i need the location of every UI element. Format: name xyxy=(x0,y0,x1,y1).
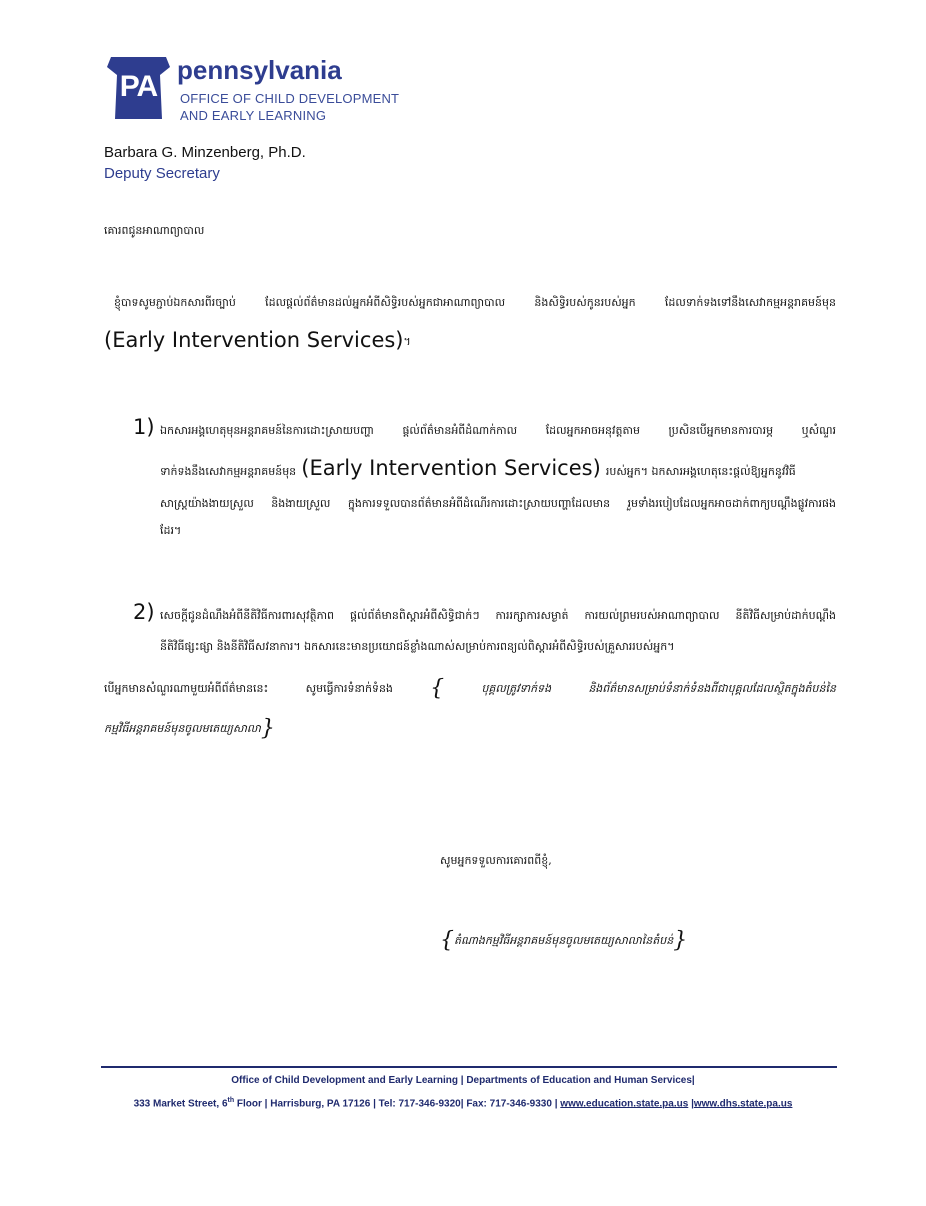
list-item-1-line4: ដែរ។ xyxy=(160,524,182,537)
footer-education-link[interactable]: www.education.state.pa.us xyxy=(560,1098,689,1110)
list-item-1-line2-post: របស់អ្នក។ ឯកសារអង្គហេតុនេះផ្តល់ឱ្យអ្នកនូវវិធី xyxy=(605,465,796,478)
logo-wordmark: pennsylvania xyxy=(177,55,342,85)
footer-dhs-link[interactable]: www.dhs.state.pa.us xyxy=(693,1098,793,1110)
footer-address-post: Floor | Harrisburg, PA 17126 | Tel: 717-346-9320| Fax: 717-346-9330 | xyxy=(234,1098,561,1110)
footer-contact-line xyxy=(0,1097,926,1109)
signature-representative-text: តំណាងកម្មវិធីអន្តរាគមន៍មុនចូលមតេយ្យសាលានៃតំបន់ xyxy=(454,933,674,947)
contact-placeholder-close-brace: } xyxy=(260,716,275,741)
list-item-2-line1: សេចក្តីជូនដំណឹងអំពីនីតិវិធីការពារសុវត្ថិភាព ផ្តល់ព័ត៌មានពិស្តារអំពីសិទ្ធិជាក់ៗ ការរក្សាការសម្ងាត់ ការយល់ព្រមរបស់អាណាព្យាបាល នីតិវិធីសម្រាប់ដាក់បណ្តឹង xyxy=(160,609,836,622)
contact-placeholder-person: បុគ្គលត្រូវទាក់ទង xyxy=(481,681,552,695)
intro-end-mark: ។ xyxy=(403,335,411,348)
list-item-number-2: 2) xyxy=(133,600,155,624)
footer-divider xyxy=(101,1066,837,1068)
logo-office-line2: AND EARLY LEARNING xyxy=(180,108,327,123)
footer-address-sup: th xyxy=(227,1097,235,1104)
contact-paragraph-line2 xyxy=(104,716,275,741)
list-item-2-line2: នីតិវិធីផ្សះផ្សា និងនីតិវិធីសវនាការ។ ឯកសារនេះមានប្រយោជន៍ខ្លាំងណាស់សម្រាប់ការពន្យល់ពិស្តារអំពីសិទ្ធិរបស់គ្រួសាររបស់អ្នក។ xyxy=(160,640,675,653)
list-item-number-1: 1) xyxy=(133,415,155,439)
list-item-1-line2 xyxy=(160,456,836,480)
contact-placeholder-info: និងព័ត៌មានសម្រាប់ទំនាក់ទំនងពីជាបុគ្គលដែលស្ថិតក្នុងតំបន់នៃ xyxy=(588,681,836,695)
salutation: គោរពជូនអាណាព្យាបាល xyxy=(104,224,205,237)
footer-separator: | xyxy=(688,1098,694,1110)
pa-ocdel-logo xyxy=(107,57,407,127)
footer-address-pre: 333 Market Street, 6 xyxy=(133,1098,228,1110)
contact-placeholder-open-brace: { xyxy=(430,676,445,701)
contact-paragraph-line1 xyxy=(104,676,836,701)
contact-placeholder-program: កម្មវិធីអន្តរាគមន៍មុនចូលមតេយ្យសាលា xyxy=(104,721,261,735)
signature-open-brace: { xyxy=(440,928,454,953)
signatory-title: Deputy Secretary xyxy=(104,165,220,182)
contact-request-text: សូមធ្វើការទំនាក់ទំនង xyxy=(305,681,393,695)
list-item-1-line1: ឯកសារអង្គហេតុមុនអន្តរាគមន៍នៃការដោះស្រាយបញ្ហា ផ្តល់ព័ត៌មានអំពីដំណាក់កាល ដែលអ្នកអាចអនុវត្តតាម ប្រសិនបើអ្នកមានការបារម្ភ ឬសំណួរ xyxy=(160,424,836,437)
signatory-name: Barbara G. Minzenberg, Ph.D. xyxy=(104,144,306,161)
closing-phrase: សូមអ្នកទទួលការគោរពពីខ្ញុំ, xyxy=(440,854,552,867)
list-item-1-english-term: (Early Intervention Services) xyxy=(301,456,601,480)
footer-departments: Office of Child Development and Early Learning | Departments of Education and Human Services| xyxy=(231,1075,695,1086)
signature-placeholder xyxy=(440,928,687,953)
intro-paragraph-line2 xyxy=(104,328,411,352)
logo-mark: PA xyxy=(119,70,158,103)
signature-close-brace: } xyxy=(673,928,688,953)
contact-question-text: បើអ្នកមានសំណួរណាមួយអំពីព័ត៌មាននេះ xyxy=(104,681,269,695)
intro-english-term: (Early Intervention Services) xyxy=(104,328,404,352)
intro-paragraph-line1: ខ្ញុំបាទសូមភ្ជាប់ឯកសារពីរច្បាប់ ដែលផ្តល់ព័ត៌មានដល់អ្នកអំពីសិទ្ធិរបស់អ្នកជាអាណាព្យាបាល និងសិទ្ធិរបស់កូនរបស់អ្នក ដែលទាក់ទងទៅនឹងសេវាកម្មអន្តរាគមន៍មុន xyxy=(114,296,836,309)
logo-office-line1: OFFICE OF CHILD DEVELOPMENT xyxy=(180,91,400,106)
list-item-1-line2-pre: ទាក់ទងនឹងសេវាកម្មអន្តរាគមន៍មុន xyxy=(160,465,297,478)
list-item-1-line3: សាស្រ្តយ៉ាងងាយស្រួល និងងាយស្រួល ក្នុងការទទួលបានព័ត៌មានអំពីដំណើរការដោះស្រាយបញ្ហាដែលមាន រួមទាំងរបៀបដែលអ្នកអាចដាក់ពាក្យបណ្តឹងផ្លូវការផង xyxy=(160,497,836,510)
